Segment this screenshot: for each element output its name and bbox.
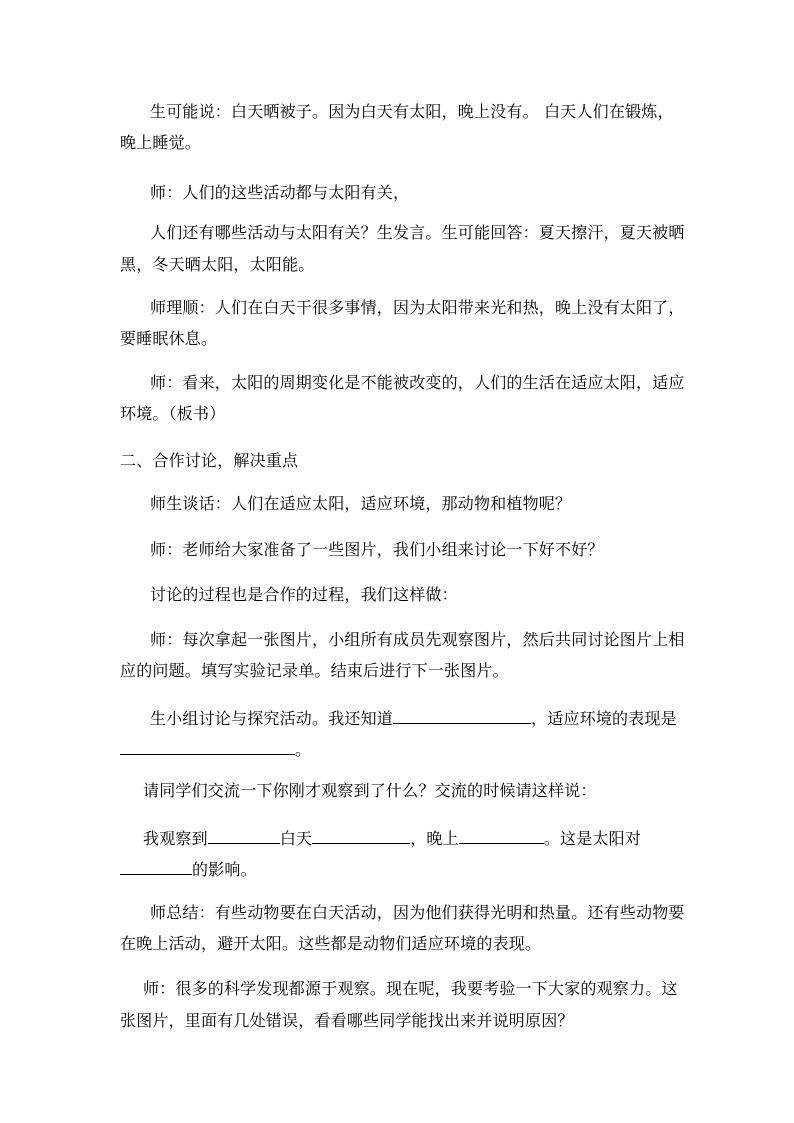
fill-in-line xyxy=(150,706,677,729)
paragraph-line: 要睡眠休息。 xyxy=(120,329,218,348)
text-segment: ，适应环境的表现是 xyxy=(531,709,677,728)
paragraph-line: 请同学们交流一下你刚才观察到了什么？交流的时候请这样说： xyxy=(143,781,597,800)
paragraph-line: 人们还有哪些活动与太阳有关？生发言。生可能回答：夏天擦汗，夏天被晒 xyxy=(150,223,685,242)
text-segment: 白天 xyxy=(279,829,313,848)
paragraph-line: 师总结：有些动物要在白天活动，因为他们获得光明和热量。还有些动物要 xyxy=(150,903,685,922)
paragraph-line: 晚上睡觉。 xyxy=(120,133,202,152)
paragraph-line: 张图片，里面有几处错误，看看哪些同学能找出来并说明原因？ xyxy=(120,1011,574,1030)
paragraph-line: 师：老师给大家准备了一些图片，我们小组来讨论一下好不好？ xyxy=(150,540,604,559)
blank-field[interactable] xyxy=(120,857,192,875)
paragraph-line: 应的问题。填写实验记录单。结束后进行下一张图片。 xyxy=(120,661,509,680)
text-segment: 的影响。 xyxy=(192,860,257,879)
paragraph-line: 师：人们的这些活动都与太阳有关， xyxy=(150,183,410,202)
paragraph-line: 师：看来，太阳的周期变化是不能被改变的，人们的生活在适应太阳，适应 xyxy=(150,373,685,392)
fill-in-line xyxy=(143,826,641,849)
paragraph-line: 师：很多的科学发现都源于观察。现在呢，我要考验一下大家的观察力。这 xyxy=(143,979,678,998)
paragraph-line: 讨论的过程也是合作的过程，我们这样做： xyxy=(150,585,458,604)
paragraph-line: 师生谈话：人们在适应太阳，适应环境，那动物和植物呢？ xyxy=(150,494,572,513)
fill-in-line xyxy=(120,737,311,760)
blank-field[interactable] xyxy=(459,826,544,844)
text-segment: ，晚上 xyxy=(410,829,459,848)
text-segment: 。这是太阳对 xyxy=(543,829,642,848)
text-segment: 。 xyxy=(295,740,312,759)
blank-field[interactable] xyxy=(208,826,280,844)
text-segment: 生小组讨论与探究活动。我还知道 xyxy=(150,709,394,728)
blank-field[interactable] xyxy=(120,737,295,755)
paragraph-line: 在晚上活动，避开太阳。这些都是动物们适应环境的表现。 xyxy=(120,934,542,953)
paragraph-line: 师理顺：人们在白天干很多事情，因为太阳带来光和热，晚上没有太阳了， xyxy=(150,298,685,317)
paragraph-line: 生可能说：白天晒被子。因为白天有太阳，晚上没有。 白天人们在锻炼， xyxy=(150,102,674,121)
blank-field[interactable] xyxy=(312,826,410,844)
paragraph-line: 黑，冬天晒太阳，太阳能。 xyxy=(120,255,315,274)
fill-in-line xyxy=(120,857,257,880)
section-heading: 二、合作讨论，解决重点 xyxy=(120,451,299,470)
blank-field[interactable] xyxy=(393,706,531,724)
paragraph-line: 师：每次拿起一张图片，小组所有成员先观察图片，然后共同讨论图片上相 xyxy=(150,630,685,649)
text-segment: 我观察到 xyxy=(143,829,208,848)
paragraph-line: 环境。（板书） xyxy=(120,404,226,423)
